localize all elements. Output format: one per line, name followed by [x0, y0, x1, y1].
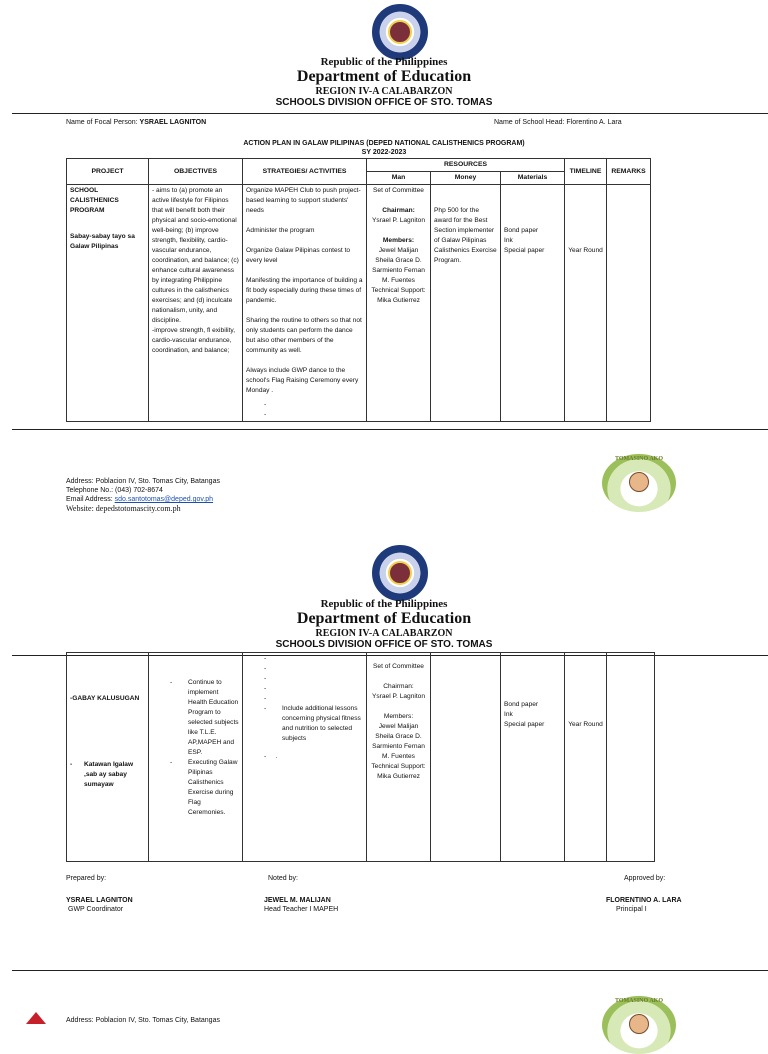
- strategy-text: Include additional lessons concerning physical fitness and nutrition to selected subjects: [282, 705, 361, 742]
- objective-item: - Continue to implement Health Education Program to selected subjects like T.L.E. AP,MAPEH and ESP.: [170, 679, 239, 756]
- noted-role: Head Teacher I MAPEH: [264, 906, 339, 913]
- members-names: Jewel Malijan Sheila Grace D. Sarmiento Fernan M. Fuentes Technical Support: Mika Gutierrez: [371, 723, 426, 780]
- strategy-item: - Include additional lessons concerning physical fitness and nutrition to selected subjects: [264, 705, 361, 742]
- approved-name: FLORENTINO A. LARA: [606, 897, 682, 904]
- tomasino-logo-icon: [602, 996, 676, 1054]
- material-item: Ink: [504, 237, 513, 244]
- project-subtitle: - Katawan Igalaw ,sab ay sabay sumayaw: [70, 761, 134, 788]
- strategy-item: Organize MAPEH Club to push project-based learning to support students' needs: [246, 187, 361, 214]
- material-item: Bond paper: [504, 227, 539, 234]
- footer-telephone: Telephone No.: (043) 702-8674: [66, 487, 163, 494]
- logo-text: TOMASINO AKO: [614, 456, 664, 462]
- objectives-cell: [149, 653, 243, 862]
- objectives-text: - aims to (a) promote an active lifestyle for Filipinos that will benefit both their physical and socio-emotional well-being; (b) improve strength, flexibility, cardio-vascular endurance, coordination, and balance; (c) enhance cultural awareness by integrating Philippine cultures in the calisthenics exercises; and (d) inculcate nationalism, unity, and discipline.: [152, 187, 239, 324]
- prepared-name: YSRAEL LAGNITON: [66, 897, 133, 904]
- objective-text: Continue to implement Health Education Program to selected subjects like T.L.E. AP,MAPEH and ESP.: [188, 679, 239, 756]
- header-rule: [12, 113, 768, 114]
- chairman-label: Chairman:: [382, 207, 415, 214]
- material-item: Bond paper: [504, 701, 539, 708]
- project-title: -GABAY KALUSUGAN: [70, 695, 140, 702]
- project-cell: [67, 185, 149, 422]
- chairman-name: Ysrael P. Lagniton: [371, 693, 426, 700]
- objectives-cell: [149, 185, 243, 422]
- money-cell: [431, 653, 501, 862]
- col-money: Money: [431, 172, 501, 185]
- col-resources: RESOURCES: [367, 159, 565, 172]
- man-cell: [367, 653, 431, 862]
- action-plan-table-2: [66, 652, 655, 862]
- material-item: Ink: [504, 711, 513, 718]
- prepared-role: GWP Coordinator: [68, 906, 124, 913]
- deped-seal-icon: [372, 4, 428, 60]
- footer-website: Website: depedstotomascity.com.ph: [66, 504, 181, 513]
- bullet-dashes: - -: [264, 401, 267, 418]
- approved-role: Principal I: [616, 906, 647, 913]
- school-head: Name of School Head: Florentino A. Lara: [494, 119, 622, 126]
- bullet-dashes: - .: [264, 753, 278, 760]
- col-man: Man: [367, 172, 431, 185]
- timeline-text: Year Round: [568, 247, 603, 254]
- table-row: [67, 185, 651, 422]
- materials-cell: [501, 185, 565, 422]
- timeline-cell: [565, 653, 607, 862]
- strategies-cell: [243, 653, 367, 862]
- members-label: Members:: [382, 237, 415, 244]
- chairman-label: Chairman:: [383, 683, 414, 690]
- strategy-item: Sharing the routine to others so that not only students can perform the dance but also other members of the community as well.: [246, 317, 362, 354]
- material-item: Special paper: [504, 247, 545, 254]
- noted-label: Noted by:: [268, 875, 298, 882]
- timeline-cell: [565, 185, 607, 422]
- man-committee: Set of Committee: [373, 187, 424, 194]
- remarks-cell: [607, 653, 655, 862]
- col-strategies: STRATEGIES/ ACTIVITIES: [243, 159, 367, 185]
- strategy-item: Manifesting the importance of building a fit body especially during these times of pandemic.: [246, 277, 363, 304]
- chairman-name: Ysrael P. Lagniton: [371, 217, 426, 224]
- objectives-text-2: -improve strength, fl exibility, cardio-vascular endurance, coordination, and balance;: [152, 327, 236, 354]
- prepared-label: Prepared by:: [66, 875, 107, 882]
- plan-sy: SY 2022-2023: [361, 149, 407, 156]
- division-text: SCHOOLS DIVISION OFFICE OF STO. TOMAS: [275, 97, 493, 108]
- department-title: Department of Education: [296, 68, 472, 85]
- focal-name: YSRAEL LAGNITON: [139, 119, 207, 126]
- region-text-2: REGION IV-A CALABARZON: [315, 628, 453, 639]
- money-cell: [431, 185, 501, 422]
- objective-item: - Executing Galaw Pilipinas Calisthenics Exercise during Flag Ceremonies.: [170, 759, 238, 816]
- footer-rule-2: [12, 970, 768, 971]
- focal-person: [66, 118, 206, 127]
- project-title: SCHOOL CALISTHENICS PROGRAM: [70, 187, 119, 214]
- members-label: Members:: [383, 713, 414, 720]
- email-link[interactable]: sdo.santotomas@deped.gov.ph: [114, 496, 214, 503]
- email-label: Email Address:: [66, 496, 113, 503]
- table-row: [67, 653, 655, 862]
- bullet-dashes: - - - - -: [264, 655, 267, 702]
- footer-address: Address: Poblacion IV, Sto. Tomas City, Batangas: [66, 478, 220, 485]
- materials-cell: [501, 653, 565, 862]
- focal-label: Name of Focal Person:: [66, 119, 138, 126]
- footer-email: [66, 495, 220, 504]
- objective-text: Executing Galaw Pilipinas Calisthenics Exercise during Flag Ceremonies.: [188, 759, 238, 816]
- approved-label: Approved by:: [624, 875, 666, 882]
- col-materials: Materials: [501, 172, 565, 185]
- col-remarks: REMARKS: [607, 159, 651, 185]
- man-cell: [367, 185, 431, 422]
- timeline-text: Year Round: [568, 721, 603, 728]
- strategy-item: Organize Galaw Pilipinas contest to every level: [246, 247, 351, 264]
- department-title-2: Department of Education: [296, 610, 472, 627]
- footer-address-partial: Address: Poblacion IV, Sto. Tomas City, Batangas: [66, 1017, 220, 1024]
- project-subtitle-text: Katawan Igalaw ,sab ay sabay sumayaw: [84, 761, 134, 788]
- strategy-item: Administer the program: [246, 227, 315, 234]
- deped-logo-icon: [26, 1012, 46, 1024]
- republic-text-2: Republic of the Philippines: [320, 598, 448, 610]
- noted-name: JEWEL M. MALIJAN: [264, 897, 331, 904]
- region-text: REGION IV-A CALABARZON: [315, 86, 453, 97]
- remarks-cell: [607, 185, 651, 422]
- man-committee: Set of Committee: [373, 663, 424, 670]
- footer-rule: [12, 429, 768, 430]
- logo-text-2: TOMASINO AKO: [614, 998, 664, 1004]
- division-text-2: SCHOOLS DIVISION OFFICE OF STO. TOMAS: [275, 639, 493, 650]
- project-subtitle: Sabay-sabay tayo sa Galaw Pilipinas: [70, 233, 135, 250]
- republic-text: Republic of the Philippines: [320, 56, 448, 68]
- col-objectives: OBJECTIVES: [149, 159, 243, 185]
- strategies-cell: [243, 185, 367, 422]
- tomasino-logo-icon: [602, 454, 676, 512]
- footer-address-block: [66, 477, 220, 513]
- deped-seal-icon: [372, 545, 428, 601]
- project-cell: [67, 653, 149, 862]
- action-plan-table: [66, 158, 651, 422]
- money-text: Php 500 for the award for the Best Section implementer of Galaw Pilipinas Calisthenics Exercise Program.: [434, 207, 497, 264]
- plan-title: ACTION PLAN IN GALAW PILIPINAS (DEPED NATIONAL CALISTHENICS PROGRAM): [243, 140, 525, 147]
- material-item: Special paper: [504, 721, 545, 728]
- strategy-item: Always include GWP dance to the school's Flag Raising Ceremony every Monday .: [246, 367, 359, 394]
- col-project: PROJECT: [67, 159, 149, 185]
- members-names: Jewel Malijan Sheila Grace D. Sarmiento Fernan M. Fuentes Technical Support: Mika Gutierrez: [371, 247, 426, 304]
- col-timeline: TIMELINE: [565, 159, 607, 185]
